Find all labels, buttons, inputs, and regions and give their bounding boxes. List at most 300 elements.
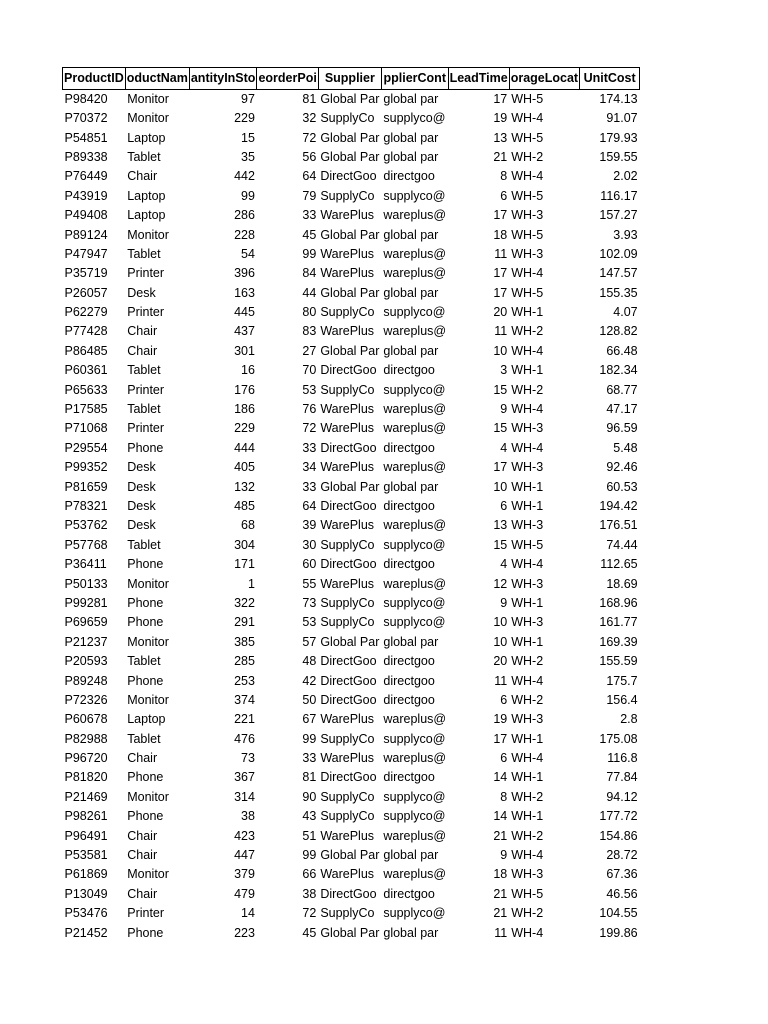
table-cell[interactable]: Phone bbox=[127, 615, 164, 630]
table-cell[interactable]: 30 bbox=[302, 537, 317, 552]
table-cell[interactable]: P26057 bbox=[64, 285, 108, 300]
table-cell[interactable]: WH-3 bbox=[511, 615, 544, 630]
table-cell[interactable]: 92.46 bbox=[606, 460, 638, 475]
table-cell[interactable]: WH-5 bbox=[511, 92, 544, 106]
column-header[interactable]: Supplier bbox=[318, 68, 381, 90]
table-cell[interactable]: SupplyCo bbox=[320, 615, 375, 630]
table-cell[interactable]: 171 bbox=[234, 557, 255, 572]
table-cell[interactable]: P21469 bbox=[64, 789, 108, 804]
table-cell[interactable]: Tablet bbox=[127, 246, 161, 261]
table-cell[interactable]: WH-4 bbox=[511, 751, 544, 766]
table-cell[interactable]: P70372 bbox=[64, 111, 108, 126]
table-cell[interactable]: P99352 bbox=[64, 460, 108, 475]
table-cell[interactable]: 223 bbox=[234, 925, 255, 940]
table-cell[interactable]: 80 bbox=[302, 305, 317, 320]
table-cell[interactable]: 301 bbox=[234, 343, 255, 358]
table-cell[interactable]: 11 bbox=[494, 925, 508, 940]
table-cell[interactable]: 99 bbox=[302, 246, 317, 261]
table-cell[interactable]: 90 bbox=[302, 789, 317, 804]
table-cell[interactable]: Global Par bbox=[320, 925, 380, 940]
table-cell[interactable]: 19 bbox=[493, 712, 508, 727]
table-cell[interactable]: P20593 bbox=[64, 654, 108, 669]
table-cell[interactable]: WH-4 bbox=[511, 343, 544, 358]
table-cell[interactable]: WH-1 bbox=[511, 595, 544, 610]
table-cell[interactable]: 405 bbox=[234, 460, 255, 475]
table-cell[interactable]: 18 bbox=[493, 227, 508, 242]
table-cell[interactable]: 74.44 bbox=[606, 537, 638, 552]
table-cell[interactable]: 4 bbox=[500, 440, 508, 455]
table-cell[interactable]: Tablet bbox=[127, 363, 161, 378]
table-cell[interactable]: WarePlus bbox=[320, 576, 375, 591]
table-cell[interactable]: 39 bbox=[302, 518, 317, 533]
table-cell[interactable]: 11 bbox=[494, 673, 508, 688]
table-cell[interactable]: supplyco@ bbox=[383, 731, 446, 746]
table-cell[interactable]: 57 bbox=[302, 634, 317, 649]
table-cell[interactable]: Monitor bbox=[127, 111, 169, 126]
table-cell[interactable]: Tablet bbox=[127, 149, 161, 164]
table-cell[interactable]: 13 bbox=[493, 130, 508, 145]
table-cell[interactable]: DirectGoo bbox=[320, 886, 377, 901]
table-cell[interactable]: Monitor bbox=[127, 92, 169, 106]
table-cell[interactable]: P57768 bbox=[64, 537, 108, 552]
table-cell[interactable]: P17585 bbox=[64, 402, 108, 417]
table-cell[interactable]: P29554 bbox=[64, 440, 108, 455]
table-cell[interactable]: 64 bbox=[302, 499, 317, 513]
table-cell[interactable]: P13049 bbox=[64, 886, 108, 901]
table-cell[interactable]: P36411 bbox=[64, 557, 107, 572]
table-cell[interactable]: Phone bbox=[127, 673, 164, 688]
table-cell[interactable]: 18.69 bbox=[606, 576, 638, 591]
table-cell[interactable]: P99281 bbox=[64, 595, 108, 610]
table-cell[interactable]: 17 bbox=[493, 460, 508, 475]
table-cell[interactable]: Monitor bbox=[127, 576, 169, 591]
table-cell[interactable]: SupplyCo bbox=[320, 111, 375, 126]
table-cell[interactable]: 3.93 bbox=[613, 227, 638, 242]
table-cell[interactable]: WarePlus bbox=[320, 208, 375, 223]
table-cell[interactable]: SupplyCo bbox=[320, 809, 375, 824]
table-cell[interactable]: WH-4 bbox=[511, 111, 544, 126]
table-cell[interactable]: WH-4 bbox=[511, 848, 544, 863]
table-cell[interactable]: 314 bbox=[234, 789, 255, 804]
table-cell[interactable]: Monitor bbox=[127, 867, 169, 882]
table-cell[interactable]: 175.7 bbox=[606, 673, 638, 688]
table-cell[interactable]: directgoo bbox=[383, 886, 435, 901]
table-cell[interactable]: 47.17 bbox=[606, 402, 638, 417]
table-cell[interactable]: WarePlus bbox=[320, 518, 375, 533]
table-cell[interactable]: 444 bbox=[234, 440, 255, 455]
table-cell[interactable]: WH-1 bbox=[511, 499, 544, 513]
table-cell[interactable]: Printer bbox=[127, 266, 165, 281]
table-cell[interactable]: Phone bbox=[127, 557, 164, 572]
table-cell[interactable]: 66 bbox=[302, 867, 317, 882]
table-cell[interactable]: 68 bbox=[241, 518, 255, 533]
table-cell[interactable]: Phone bbox=[127, 440, 164, 455]
table-cell[interactable]: 56 bbox=[302, 149, 317, 164]
table-cell[interactable]: Tablet bbox=[127, 731, 161, 746]
table-cell[interactable]: DirectGoo bbox=[320, 440, 377, 455]
table-cell[interactable]: WH-3 bbox=[511, 421, 544, 436]
table-cell[interactable]: 79 bbox=[302, 188, 317, 203]
table-cell[interactable]: 83 bbox=[302, 324, 317, 339]
table-cell[interactable]: P65633 bbox=[64, 382, 108, 397]
table-cell[interactable]: Global Par bbox=[320, 130, 380, 145]
table-cell[interactable]: 99 bbox=[241, 188, 255, 203]
table-cell[interactable]: global par bbox=[383, 130, 439, 145]
table-cell[interactable]: supplyco@ bbox=[383, 188, 446, 203]
table-cell[interactable]: 175.08 bbox=[599, 731, 638, 746]
table-cell[interactable]: Phone bbox=[127, 925, 164, 940]
table-cell[interactable]: 15 bbox=[241, 130, 255, 145]
table-cell[interactable]: 91.07 bbox=[606, 111, 638, 126]
table-cell[interactable]: 14 bbox=[493, 809, 508, 824]
table-cell[interactable]: DirectGoo bbox=[320, 363, 377, 378]
table-cell[interactable]: WH-1 bbox=[511, 731, 544, 746]
table-cell[interactable]: 159.55 bbox=[599, 149, 638, 164]
table-cell[interactable]: 155.35 bbox=[599, 285, 638, 300]
table-cell[interactable]: 168.96 bbox=[599, 595, 638, 610]
table-cell[interactable]: directgoo bbox=[383, 692, 435, 707]
table-cell[interactable]: WH-2 bbox=[511, 692, 544, 707]
table-cell[interactable]: 45 bbox=[302, 925, 317, 940]
table-cell[interactable]: 229 bbox=[234, 111, 255, 126]
table-cell[interactable]: 50 bbox=[302, 692, 317, 707]
table-cell[interactable]: supplyco@ bbox=[383, 809, 446, 824]
table-cell[interactable]: 374 bbox=[234, 692, 255, 707]
table-cell[interactable]: 53 bbox=[302, 382, 317, 397]
table-cell[interactable]: DirectGoo bbox=[320, 557, 377, 572]
table-cell[interactable]: P71068 bbox=[64, 421, 108, 436]
table-cell[interactable]: wareplus@ bbox=[383, 324, 447, 339]
table-cell[interactable]: 291 bbox=[234, 615, 255, 630]
table-cell[interactable]: WH-2 bbox=[511, 789, 544, 804]
table-cell[interactable]: WarePlus bbox=[320, 324, 375, 339]
table-cell[interactable]: P78321 bbox=[64, 499, 108, 513]
table-cell[interactable]: directgoo bbox=[383, 654, 435, 669]
table-cell[interactable]: global par bbox=[383, 848, 439, 863]
table-cell[interactable]: DirectGoo bbox=[320, 770, 377, 785]
table-cell[interactable]: 73 bbox=[241, 751, 255, 766]
table-cell[interactable]: 5.48 bbox=[613, 440, 638, 455]
table-cell[interactable]: supplyco@ bbox=[383, 382, 446, 397]
table-cell[interactable]: global par bbox=[383, 343, 439, 358]
table-cell[interactable]: Monitor bbox=[127, 789, 169, 804]
table-cell[interactable]: Phone bbox=[127, 809, 164, 824]
table-cell[interactable]: 116.17 bbox=[600, 188, 638, 203]
table-cell[interactable]: WH-1 bbox=[511, 479, 544, 494]
table-cell[interactable]: wareplus@ bbox=[383, 828, 447, 843]
table-cell[interactable]: Laptop bbox=[127, 130, 166, 145]
table-cell[interactable]: 102.09 bbox=[599, 246, 638, 261]
table-cell[interactable]: 161.77 bbox=[599, 615, 638, 630]
table-cell[interactable]: 8 bbox=[500, 169, 508, 184]
table-cell[interactable]: 437 bbox=[234, 324, 255, 339]
table-cell[interactable]: wareplus@ bbox=[383, 867, 447, 882]
table-cell[interactable]: DirectGoo bbox=[320, 169, 377, 184]
table-cell[interactable]: SupplyCo bbox=[320, 731, 375, 746]
table-cell[interactable]: Desk bbox=[127, 499, 156, 513]
table-cell[interactable]: Monitor bbox=[127, 227, 169, 242]
table-cell[interactable]: 81 bbox=[302, 92, 317, 106]
table-cell[interactable]: 476 bbox=[234, 731, 255, 746]
table-cell[interactable]: 48 bbox=[302, 654, 317, 669]
table-cell[interactable]: 3 bbox=[500, 363, 508, 378]
table-cell[interactable]: 177.72 bbox=[599, 809, 638, 824]
table-cell[interactable]: 44 bbox=[302, 285, 317, 300]
table-cell[interactable]: 2.8 bbox=[620, 712, 638, 727]
table-cell[interactable]: DirectGoo bbox=[320, 499, 377, 513]
table-cell[interactable]: 15 bbox=[493, 421, 508, 436]
table-cell[interactable]: Printer bbox=[127, 906, 165, 921]
table-cell[interactable]: 99 bbox=[302, 731, 317, 746]
table-cell[interactable]: WH-5 bbox=[511, 537, 544, 552]
table-cell[interactable]: Tablet bbox=[127, 537, 161, 552]
table-cell[interactable]: WH-4 bbox=[511, 402, 544, 417]
table-cell[interactable]: 176.51 bbox=[599, 518, 638, 533]
table-cell[interactable]: WH-3 bbox=[511, 246, 544, 261]
table-cell[interactable]: 81 bbox=[302, 770, 317, 785]
table-cell[interactable]: Monitor bbox=[127, 634, 169, 649]
table-cell[interactable]: P82988 bbox=[64, 731, 108, 746]
table-cell[interactable]: 479 bbox=[234, 886, 255, 901]
table-cell[interactable]: 128.82 bbox=[599, 324, 638, 339]
column-header[interactable]: orageLocat bbox=[509, 68, 579, 90]
table-cell[interactable]: 76 bbox=[302, 402, 317, 417]
table-cell[interactable]: Chair bbox=[127, 169, 158, 184]
table-cell[interactable]: WH-4 bbox=[511, 557, 544, 572]
table-cell[interactable]: directgoo bbox=[383, 770, 435, 785]
table-cell[interactable]: Printer bbox=[127, 305, 165, 320]
table-cell[interactable]: P49408 bbox=[64, 208, 108, 223]
table-cell[interactable]: global par bbox=[383, 149, 439, 164]
table-cell[interactable]: wareplus@ bbox=[383, 402, 447, 417]
table-cell[interactable]: wareplus@ bbox=[383, 751, 447, 766]
table-cell[interactable]: 9 bbox=[500, 848, 508, 863]
table-cell[interactable]: 4 bbox=[500, 557, 508, 572]
table-cell[interactable]: WH-3 bbox=[511, 460, 544, 475]
table-cell[interactable]: wareplus@ bbox=[383, 246, 447, 261]
table-cell[interactable]: Laptop bbox=[127, 712, 166, 727]
table-cell[interactable]: SupplyCo bbox=[320, 906, 375, 921]
table-cell[interactable]: P76449 bbox=[64, 169, 108, 184]
table-cell[interactable]: 304 bbox=[234, 537, 255, 552]
table-cell[interactable]: WH-1 bbox=[511, 634, 544, 649]
table-cell[interactable]: 10 bbox=[493, 615, 508, 630]
table-cell[interactable]: 14 bbox=[493, 770, 508, 785]
table-cell[interactable]: 15 bbox=[493, 537, 508, 552]
table-cell[interactable]: WarePlus bbox=[320, 266, 375, 281]
table-cell[interactable]: 32 bbox=[302, 111, 317, 126]
table-cell[interactable]: 186 bbox=[234, 402, 255, 417]
table-cell[interactable]: 286 bbox=[234, 208, 255, 223]
table-cell[interactable]: 112.65 bbox=[600, 557, 638, 572]
table-cell[interactable]: 17 bbox=[493, 285, 508, 300]
table-cell[interactable]: wareplus@ bbox=[383, 518, 447, 533]
table-cell[interactable]: SupplyCo bbox=[320, 188, 375, 203]
table-cell[interactable]: Chair bbox=[127, 751, 158, 766]
table-cell[interactable]: WH-1 bbox=[511, 809, 544, 824]
table-cell[interactable]: 253 bbox=[234, 673, 255, 688]
table-cell[interactable]: supplyco@ bbox=[383, 906, 446, 921]
table-cell[interactable]: 33 bbox=[302, 479, 317, 494]
table-cell[interactable]: 17 bbox=[493, 731, 508, 746]
table-cell[interactable]: 228 bbox=[234, 227, 255, 242]
table-cell[interactable]: 28.72 bbox=[606, 848, 638, 863]
column-header[interactable]: antityInSto bbox=[189, 68, 257, 90]
table-cell[interactable]: WarePlus bbox=[320, 460, 375, 475]
table-cell[interactable]: 72 bbox=[302, 906, 317, 921]
table-cell[interactable]: Global Par bbox=[320, 848, 380, 863]
table-cell[interactable]: P21237 bbox=[64, 634, 108, 649]
table-cell[interactable]: WH-2 bbox=[511, 828, 544, 843]
table-cell[interactable]: wareplus@ bbox=[383, 208, 447, 223]
table-cell[interactable]: WarePlus bbox=[320, 828, 375, 843]
column-header[interactable]: pplierCont bbox=[381, 68, 448, 90]
table-cell[interactable]: Global Par bbox=[320, 634, 380, 649]
table-cell[interactable]: P98261 bbox=[64, 809, 108, 824]
column-header[interactable]: ProductID bbox=[63, 68, 126, 90]
table-cell[interactable]: P54851 bbox=[64, 130, 108, 145]
table-cell[interactable]: Laptop bbox=[127, 188, 166, 203]
table-cell[interactable]: WH-1 bbox=[511, 305, 544, 320]
table-cell[interactable]: global par bbox=[383, 479, 439, 494]
table-cell[interactable]: 66.48 bbox=[606, 343, 638, 358]
table-cell[interactable]: DirectGoo bbox=[320, 654, 377, 669]
table-cell[interactable]: 67.36 bbox=[606, 867, 638, 882]
table-cell[interactable]: WH-4 bbox=[511, 673, 544, 688]
table-cell[interactable]: 229 bbox=[234, 421, 255, 436]
table-cell[interactable]: P53476 bbox=[64, 906, 108, 921]
table-cell[interactable]: WarePlus bbox=[320, 421, 375, 436]
table-cell[interactable]: 67 bbox=[302, 712, 317, 727]
table-cell[interactable]: 6 bbox=[500, 751, 508, 766]
table-cell[interactable]: 17 bbox=[493, 92, 508, 106]
table-cell[interactable]: 16 bbox=[241, 363, 255, 378]
table-cell[interactable]: WH-3 bbox=[511, 867, 544, 882]
table-cell[interactable]: 147.57 bbox=[599, 266, 638, 281]
table-cell[interactable]: directgoo bbox=[383, 169, 435, 184]
table-cell[interactable]: 42 bbox=[302, 673, 317, 688]
table-cell[interactable]: P50133 bbox=[64, 576, 108, 591]
table-cell[interactable]: WH-3 bbox=[511, 518, 544, 533]
table-cell[interactable]: WH-5 bbox=[511, 188, 544, 203]
table-cell[interactable]: P96491 bbox=[64, 828, 108, 843]
table-cell[interactable]: Chair bbox=[127, 848, 158, 863]
table-cell[interactable]: Chair bbox=[127, 343, 158, 358]
table-cell[interactable]: 21 bbox=[493, 828, 508, 843]
table-cell[interactable]: Global Par bbox=[320, 285, 380, 300]
table-cell[interactable]: SupplyCo bbox=[320, 382, 375, 397]
table-cell[interactable]: 33 bbox=[302, 751, 317, 766]
table-cell[interactable]: Chair bbox=[127, 828, 158, 843]
table-cell[interactable]: 174.13 bbox=[599, 92, 638, 106]
table-cell[interactable]: P89124 bbox=[64, 227, 108, 242]
table-cell[interactable]: 27 bbox=[302, 343, 317, 358]
table-cell[interactable]: WH-3 bbox=[511, 712, 544, 727]
table-cell[interactable]: 199.86 bbox=[599, 925, 638, 940]
table-cell[interactable]: 96.59 bbox=[606, 421, 638, 436]
table-cell[interactable]: WH-5 bbox=[511, 130, 544, 145]
table-cell[interactable]: 155.59 bbox=[599, 654, 638, 669]
table-cell[interactable]: WarePlus bbox=[320, 867, 375, 882]
table-cell[interactable]: 11 bbox=[494, 246, 508, 261]
table-cell[interactable]: WH-5 bbox=[511, 886, 544, 901]
table-cell[interactable]: supplyco@ bbox=[383, 789, 446, 804]
table-cell[interactable]: 21 bbox=[493, 149, 508, 164]
table-cell[interactable]: 104.55 bbox=[599, 906, 638, 921]
table-cell[interactable]: 322 bbox=[234, 595, 255, 610]
table-cell[interactable]: Global Par bbox=[320, 149, 380, 164]
table-cell[interactable]: 182.34 bbox=[599, 363, 638, 378]
table-cell[interactable]: P72326 bbox=[64, 692, 108, 707]
table-cell[interactable]: WH-5 bbox=[511, 285, 544, 300]
table-cell[interactable]: P62279 bbox=[64, 305, 108, 320]
table-cell[interactable]: 64 bbox=[302, 169, 317, 184]
table-cell[interactable]: P77428 bbox=[64, 324, 108, 339]
table-cell[interactable]: 447 bbox=[234, 848, 255, 863]
table-cell[interactable]: 116.8 bbox=[607, 751, 638, 766]
table-cell[interactable]: WH-2 bbox=[511, 324, 544, 339]
table-cell[interactable]: P81820 bbox=[64, 770, 108, 785]
table-cell[interactable]: 169.39 bbox=[599, 634, 638, 649]
table-cell[interactable]: WH-1 bbox=[511, 770, 544, 785]
table-cell[interactable]: 55 bbox=[302, 576, 317, 591]
table-cell[interactable]: P61869 bbox=[64, 867, 108, 882]
table-cell[interactable]: 379 bbox=[234, 867, 255, 882]
table-cell[interactable]: global par bbox=[383, 634, 439, 649]
table-cell[interactable]: 423 bbox=[234, 828, 255, 843]
table-cell[interactable]: SupplyCo bbox=[320, 789, 375, 804]
table-cell[interactable]: 72 bbox=[302, 421, 317, 436]
table-cell[interactable]: Phone bbox=[127, 770, 164, 785]
table-cell[interactable]: 68.77 bbox=[606, 382, 638, 397]
table-cell[interactable]: SupplyCo bbox=[320, 595, 375, 610]
table-cell[interactable]: directgoo bbox=[383, 557, 435, 572]
table-cell[interactable]: supplyco@ bbox=[383, 615, 446, 630]
table-cell[interactable]: 157.27 bbox=[599, 208, 638, 223]
table-cell[interactable]: DirectGoo bbox=[320, 692, 377, 707]
table-cell[interactable]: supplyco@ bbox=[383, 595, 446, 610]
table-cell[interactable]: 20 bbox=[493, 654, 508, 669]
table-cell[interactable]: 21 bbox=[493, 906, 508, 921]
table-cell[interactable]: WH-3 bbox=[511, 576, 544, 591]
table-cell[interactable]: P53581 bbox=[64, 848, 108, 863]
table-cell[interactable]: WH-5 bbox=[511, 227, 544, 242]
table-cell[interactable]: WH-2 bbox=[511, 906, 544, 921]
table-cell[interactable]: directgoo bbox=[383, 440, 435, 455]
table-cell[interactable]: Global Par bbox=[320, 343, 380, 358]
table-cell[interactable]: 35 bbox=[241, 149, 255, 164]
table-cell[interactable]: 77.84 bbox=[606, 770, 638, 785]
table-cell[interactable]: 4.07 bbox=[613, 305, 638, 320]
table-cell[interactable]: 385 bbox=[234, 634, 255, 649]
table-cell[interactable]: WH-1 bbox=[511, 363, 544, 378]
table-cell[interactable]: 396 bbox=[234, 266, 255, 281]
table-cell[interactable]: 70 bbox=[302, 363, 317, 378]
table-cell[interactable]: P35719 bbox=[64, 266, 108, 281]
table-cell[interactable]: Desk bbox=[127, 285, 156, 300]
column-header[interactable]: LeadTime bbox=[448, 68, 509, 90]
column-header[interactable]: UnitCost bbox=[580, 68, 640, 90]
table-cell[interactable]: 33 bbox=[302, 208, 317, 223]
table-cell[interactable]: wareplus@ bbox=[383, 576, 447, 591]
table-cell[interactable]: 12 bbox=[493, 576, 508, 591]
table-cell[interactable]: Desk bbox=[127, 460, 156, 475]
table-cell[interactable]: 194.42 bbox=[599, 499, 638, 513]
table-cell[interactable]: P21452 bbox=[64, 925, 108, 940]
table-cell[interactable]: Chair bbox=[127, 886, 158, 901]
table-cell[interactable]: Monitor bbox=[127, 692, 169, 707]
table-cell[interactable]: 38 bbox=[302, 886, 317, 901]
